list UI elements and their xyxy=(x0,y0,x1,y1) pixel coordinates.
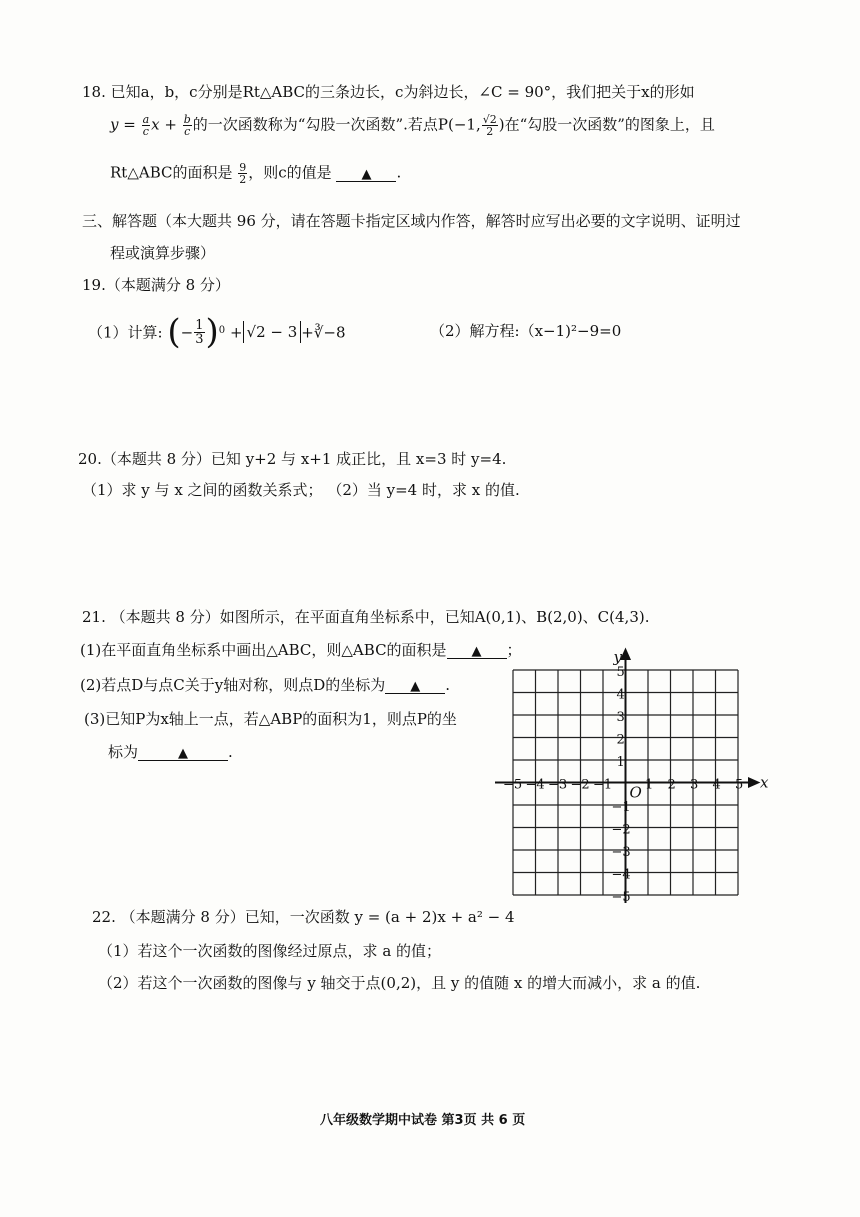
y-tick-label: 4 xyxy=(616,687,625,703)
q18-mid: x + xyxy=(151,115,182,134)
x-tick-label: 5 xyxy=(735,777,744,793)
section3-title-cont: 程或演算步骤） xyxy=(110,244,216,262)
q18-frac-root2: $\frac{√2}{2}$ xyxy=(482,113,497,138)
q20-sub: （1）求 y 与 x 之间的函数关系式； （2）当 y=4 时，求 x 的值. xyxy=(82,481,520,499)
x-tick-label: −5 xyxy=(503,777,523,793)
q18-frac-9-2: $\frac{9}{2}$ xyxy=(239,161,247,186)
y-axis-label: y xyxy=(613,648,622,666)
q18-line3: Rt△ABC的面积是 $\frac{9}{2}$ ，则c的值是 ▲ . xyxy=(110,161,402,186)
q18-line2-pre: y = xyxy=(110,115,141,134)
q18-line3-post: ，则c的值是 xyxy=(248,163,332,182)
section3-title: 三、解答题（本大题共 96 分，请在答题卡指定区域内作答，解答时应写出必要的文字说明、证明过 xyxy=(82,212,741,230)
q18-line1: 18. 已知a，b，c分别是Rt△ABC的三条边长，c为斜边长，∠C = 90°，我们把关于x的形如 xyxy=(82,83,695,101)
q22-sub2: （2）若这个一次函数的图像与 y 轴交于点(0,2)，且 y 的值随 x 的增大而减小，求 a 的值. xyxy=(98,974,701,992)
x-tick-label: −4 xyxy=(525,777,545,793)
y-tick-label: 2 xyxy=(616,732,625,748)
q21-sub3-cont: 标为 ▲ . xyxy=(108,743,233,761)
x-tick-label: −3 xyxy=(548,777,568,793)
x-axis-label: x xyxy=(760,773,769,792)
x-axis-arrow xyxy=(749,779,758,787)
q19-part1: （1）计算: (− $\frac{1}{3}$ )$^0$ + √2 − 3 +∛−8 xyxy=(88,312,346,352)
q18-line3-pre: Rt△ABC的面积是 xyxy=(110,163,233,182)
q20-head: 20.（本题共 8 分）已知 y+2 与 x+1 成正比，且 x=3 时 y=4. xyxy=(78,450,507,468)
q19-head: 19.（本题满分 8 分） xyxy=(82,276,230,294)
x-tick-label: 1 xyxy=(645,777,654,793)
q18-line2-post: 的一次函数称为“勾股一次函数”.若点P(−1, xyxy=(192,115,481,134)
q18-frac-a-c: $\frac{a}{c}$ xyxy=(142,113,150,138)
y-tick-label: −4 xyxy=(611,867,631,883)
tick-labels xyxy=(503,648,769,905)
x-tick-label: 2 xyxy=(667,777,676,793)
x-tick-label: 4 xyxy=(712,777,721,793)
q21-sub3: (3)已知P为x轴上一点，若△ABP的面积为1，则点P的坐 xyxy=(84,710,457,728)
q21-sub2: (2)若点D与点C关于y轴对称，则点D的坐标为 ▲ . xyxy=(80,676,451,694)
y-tick-label: −2 xyxy=(611,822,631,838)
q21-blank-2[interactable]: ▲ xyxy=(385,678,445,694)
q18-answer-blank[interactable]: ▲ xyxy=(336,166,396,182)
axes xyxy=(495,650,758,903)
q22-sub1: （1）若这个一次函数的图像经过原点，求 a 的值； xyxy=(98,942,442,960)
y-tick-label: 5 xyxy=(616,665,625,680)
q21-sub1: (1)在平面直角坐标系中画出△ABC，则△ABC的面积是 ▲ ； xyxy=(80,641,522,659)
page-footer: 八年级数学期中试卷 第3页 共 6 页 xyxy=(320,1113,526,1128)
y-tick-label: −1 xyxy=(611,800,631,815)
y-axis-arrow xyxy=(622,650,630,659)
q21-blank-1[interactable]: ▲ xyxy=(447,643,507,659)
q21-blank-3[interactable]: ▲ xyxy=(138,745,228,761)
y-tick-label: −3 xyxy=(611,845,631,860)
q22-head: 22. （本题满分 8 分）已知，一次函数 y = (a + 2)x + a² − 4 xyxy=(92,908,515,926)
y-tick-label: 3 xyxy=(616,710,625,725)
x-tick-label: −1 xyxy=(593,777,613,793)
q19-part2: （2）解方程:（x−1)²−9=0 xyxy=(430,322,622,340)
y-tick-label: −5 xyxy=(611,890,631,905)
q18-frac-b-c: $\frac{b}{c}$ xyxy=(183,113,191,138)
y-tick-label: 1 xyxy=(616,755,625,770)
origin-label: O xyxy=(629,783,642,802)
x-tick-label: −2 xyxy=(570,777,590,793)
q18-line2 xyxy=(110,114,715,137)
coordinate-grid xyxy=(480,648,769,918)
x-tick-label: 3 xyxy=(690,777,699,793)
q18-line2-end: )在“勾股一次函数”的图象上，且 xyxy=(498,115,715,134)
q21-head: 21. （本题共 8 分）如图所示，在平面直角坐标系中，已知A(0,1)、B(2,0)、C(4,3). xyxy=(82,608,650,626)
